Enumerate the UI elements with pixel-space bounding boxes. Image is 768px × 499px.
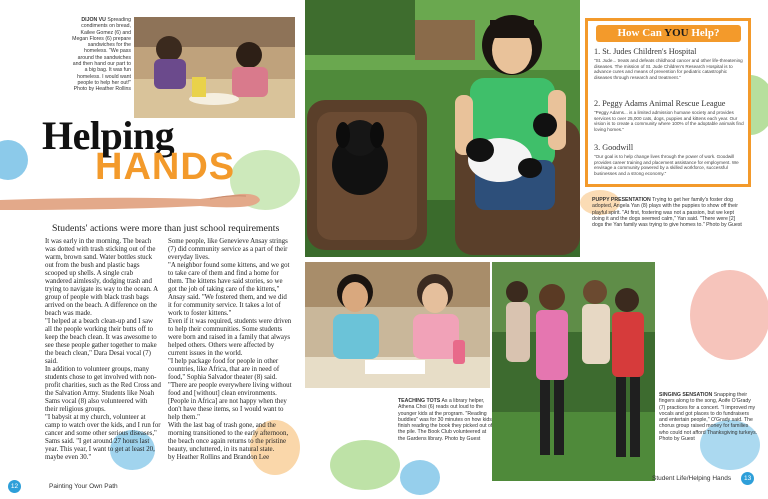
footer-section-left: Painting Your Own Path (49, 482, 118, 490)
caption-text: Trying to get her family's foster dog adopted, Angela Yan (8) plays with the puppies to show off their playful spirit. "At first, fostering was not a passion, but we kept doing it and the dogs seemed calm," Yan said. "There were [2] dogs the Yan family was trying to give homes to." Photo by Guest (592, 197, 742, 229)
help-item (594, 143, 744, 176)
caption-text: As a library helper, Athena Choi (6) reads out loud to the younger kids at the program. "Reading buddies" was for 30 minutes on how kids finish reading the book they picked out of the pile. The Book Club volunteered at the Gardens library. Photo by Guest (398, 398, 493, 442)
photo-teaching-tots (305, 262, 490, 388)
help-item-text: "Peggy Adams... is a limited admission humane society and provides services to over 25,000 cats, dogs, puppies and kittens each year. Our vision is to create a community where 100% of the adoptable animals find loving homes." (594, 110, 744, 132)
paragraph: "I babysit at my church, volunteer at camp to watch over the kids, and I run for cancer and some other serious diseases," Sams said. "I get around 27 hours last year. This year, I want to get at least 20, maybe even 30." (45, 414, 161, 461)
article-column-1 (45, 238, 161, 462)
title-helping: Helping (42, 113, 175, 158)
paragraph: Some people, like Genevieve Ansay strings (7) did community service as a part of their everyday lives. (168, 238, 288, 261)
help-item (594, 99, 744, 132)
help-box (585, 18, 751, 187)
paragraph: "I help package food for people in other countries, like Africa, that are in need of food," Sophia Salvador theater (8) said. "There are people everywhere living without food and [without] clean environments. [People in Africa] are not happy when they don't have these items, so I would want to help them." (168, 358, 292, 421)
caption-label: TEACHING TOTS (398, 398, 441, 404)
paragraph: Even if it was required, students were driven to help their communities. Some students were born and raised in a family that always helped others. Others were affected by current issues in the world. (168, 318, 292, 357)
page-number-left: 12 (8, 480, 21, 493)
hand-image (0, 190, 262, 216)
caption-text: Snapping their fingers along to the song, Aoife O'Grady (7) practices for a concert. "I improved my vocals and got places to do fundraisers and entertain people," O'Grady said. The chorus group raised money for families who could not afford Thanksgiving turkeys. Photo by Guest (659, 392, 758, 443)
caption-label: DIJON VU (81, 17, 106, 23)
paint-splatter-blue (0, 140, 28, 180)
help-item-title: 3. Goodwill (594, 143, 634, 152)
photo-singing-sensation (492, 262, 655, 481)
paragraph: In addition to volunteer groups, many students chose to get involved with non-profit charities, such as the Red Cross and the Salvation Army. Students like Noah Sams vocal (8) also volunteered with their religious groups. (45, 366, 161, 413)
caption-label: PUPPY PRESENTATION (592, 197, 651, 203)
paragraph: "I helped at a beach clean-up and I saw all the people working their butts off to keep the beach clean. It was awesome to see these people gather together to make the beach clean," Dara Desai vocal (7) said. (45, 318, 157, 365)
paragraph: With the last bag of trash gone, and the morning transitioned to the early afternoon, the beach once again returns to the pristine beauty, uncluttered, in its natural state. (168, 422, 289, 453)
heading-you: YOU (664, 27, 689, 39)
caption-teaching (398, 398, 493, 442)
caption-label: SINGING SENSATION (659, 392, 713, 398)
help-box-heading (596, 25, 741, 42)
help-item-text: "St. Jude... treats and defeats childhood cancer and other life-threatening diseases. The mission of St. Jude Children's Research Hospital is to advance cures and means of prevention for pediatric catastrophic diseases through research and treatment." (594, 58, 743, 80)
caption-puppy (592, 197, 747, 228)
title-hands: HANDS (95, 146, 236, 188)
paint-splatter-blue (400, 460, 440, 495)
photo-sandwich-making (134, 17, 295, 118)
paint-splatter-red (690, 270, 768, 360)
help-item-title: 2. Peggy Adams Animal Rescue League (594, 99, 726, 108)
footer-right (652, 469, 754, 483)
heading-post: Help? (688, 27, 720, 39)
help-item (594, 47, 744, 80)
caption-singing (659, 392, 758, 442)
help-item-text: "Our goal is to help change lives through the power of work. Goodwill provides career training and placement assistance for employment. We envisage a community powered by a skilled workforce, successful businesses and a strong economy." (594, 154, 739, 176)
heading-pre: How Can (617, 27, 665, 39)
subtitle: Students' actions were more than just school requirements (52, 223, 280, 234)
caption-sandwich (69, 17, 131, 93)
photo-girl-with-puppies (305, 0, 580, 257)
caption-text: Spreading condiments on bread, Kailee Gomez (6) and Megan Flores (6) prepare sandwiches for the homeless. "We pass around the sandwiches and then hand our part to a big bag. It was fun homeless. I would want people to help her out!" Photo by Heather Rollins (72, 17, 131, 93)
byline: by Heather Rollins and Brandon Lee (168, 454, 270, 461)
page-number-right: 13 (741, 472, 754, 485)
paragraph: "A neighbor found some kittens, and we got to take care of them and find a home for them. The kittens have said stories, so we got the job of taking care of the kittens," Ansay said. "We fostered them, and we did it for community service. It takes a lot of work to foster kittens." (168, 262, 290, 317)
paint-splatter-green (330, 440, 400, 490)
help-item-title: 1. St. Judes Children's Hospital (594, 47, 697, 56)
footer-section-right: Student Life/Helping Hands (652, 474, 732, 482)
footer-left (8, 477, 118, 491)
article-column-2 (168, 238, 292, 462)
paragraph: It was early in the morning. The beach was dotted with trash sticking out of the warm, brown sand. Water bottles stuck out from the bush and plastic bags scooped up shells. A single crab wandered aimlessly, dodging trash and trying to navigate its way to the ocean. A group of people with black trash bags arrived on the beach. A difference on the beach was made. (45, 238, 158, 317)
